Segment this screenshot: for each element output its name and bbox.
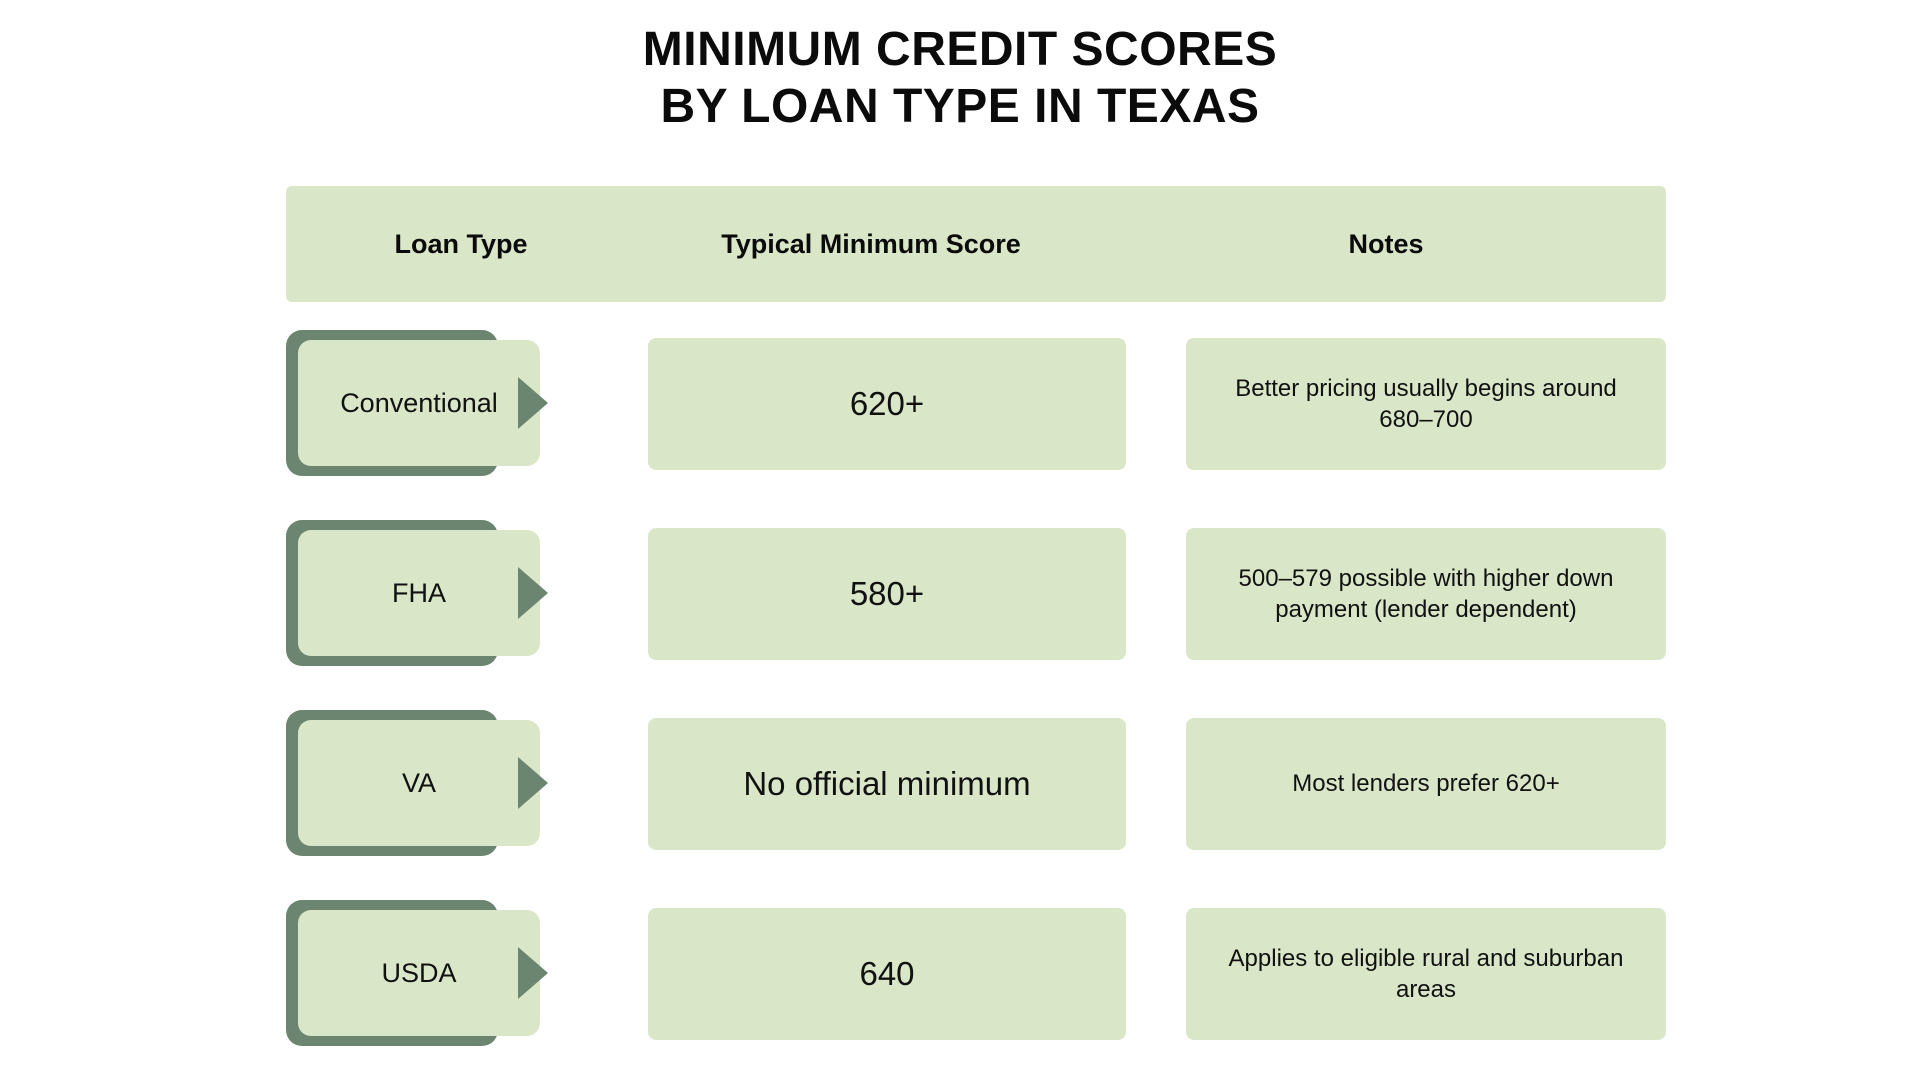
score-value: 620+ <box>648 338 1126 470</box>
table-row <box>286 900 1666 1046</box>
arrow-right-icon <box>518 947 548 999</box>
table-header-row <box>286 186 1666 302</box>
loan-type-label: Conventional <box>298 340 540 466</box>
page-title <box>0 22 1920 135</box>
notes-value: Applies to eligible rural and suburban areas <box>1186 908 1666 1040</box>
arrow-right-icon <box>518 567 548 619</box>
notes-value: Better pricing usually begins around 680–700 <box>1186 338 1666 470</box>
loan-type-tab <box>286 900 586 1046</box>
page-title-line-1: MINIMUM CREDIT SCORES <box>642 23 1278 76</box>
loan-type-label: USDA <box>298 910 540 1036</box>
table-row <box>286 330 1666 476</box>
score-value: 580+ <box>648 528 1126 660</box>
loan-type-label: FHA <box>298 530 540 656</box>
arrow-right-icon <box>518 757 548 809</box>
score-value: No official minimum <box>648 718 1126 850</box>
loan-type-tab <box>286 710 586 856</box>
notes-value: Most lenders prefer 620+ <box>1186 718 1666 850</box>
table-row <box>286 710 1666 856</box>
column-header-typical-minimum-score: Typical Minimum Score <box>721 228 1021 259</box>
page-title-line-2: BY LOAN TYPE IN TEXAS <box>660 79 1260 133</box>
table-row <box>286 520 1666 666</box>
loan-score-table <box>286 186 1666 1090</box>
arrow-right-icon <box>518 377 548 429</box>
loan-type-label: VA <box>298 720 540 846</box>
column-header-notes: Notes <box>1348 228 1424 259</box>
score-value: 640 <box>648 908 1126 1040</box>
loan-type-tab <box>286 330 586 476</box>
loan-type-tab <box>286 520 586 666</box>
notes-value: 500–579 possible with higher down payment (lender dependent) <box>1186 528 1666 660</box>
column-header-loan-type: Loan Type <box>394 228 528 259</box>
